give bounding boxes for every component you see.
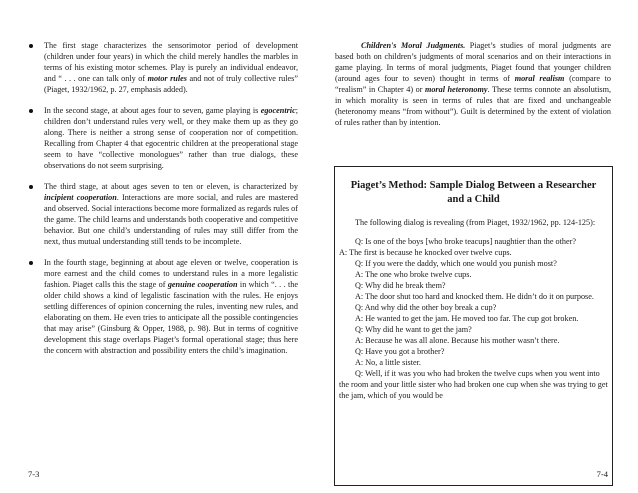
bullet-dot-icon <box>29 261 33 265</box>
dialog-line: Q: If you were the daddy, which one would you punish most? <box>355 259 557 268</box>
page-number-right: 7-4 <box>596 469 608 479</box>
text-run: in which “. . . the older child shows a kind of legalistic fascination with the rules. He enjoys settling differences of opinion concerning the rules, inventing new rules, and elaborating on them. He even tries to anticipate all the possible contingencies that may arise” (Ginsburg & Opper, 1988, p. 98). But in terms of cognitive development this stage overlaps Piaget’s formal operational stage; thus here the concern with abstraction and possibility enters the child’s imagination. <box>44 280 299 355</box>
dialog-line: A: The first is because he knocked over twelve cups. <box>339 248 512 257</box>
dialog-line: A: Because he was all alone. Because his mother wasn’t there. <box>355 336 560 345</box>
sample-dialog-box <box>334 166 613 486</box>
dialog-line: Q: Is one of the boys [who broke teacups] naughtier than the other? <box>355 237 576 246</box>
emphasized-term: Children's Moral Judgments. <box>361 41 466 50</box>
text-run: In the second stage, at about ages four to seven, game playing is <box>44 106 261 115</box>
bullet-dot-icon <box>29 109 33 113</box>
stage-bullet-item <box>26 105 298 171</box>
text-run: ; children don’t understand rules very well, or they make them up as they go along. There is neither a strong sense of cooperation nor of competition. Recalling from Chapter 4 that egocentric children at the preoperational stage seem to have “collective monologues” rather than true dialogs, these observations do not seem surprising. <box>44 106 298 170</box>
dialog-line: Q: Well, if it was you who had broken the twelve cups when you went into the room and your little sister who had broken one cup when she was trying to get the jam, which of you would be <box>339 369 608 400</box>
dialog-line: A: The door shut too hard and knocked them. He didn’t do it on purpose. <box>355 292 594 301</box>
dialog-line: Q: Have you got a brother? <box>355 347 445 356</box>
dialog-line: Q: Why did he break them? <box>355 281 446 290</box>
emphasized-term: moral heteronomy <box>424 85 488 94</box>
text-run: . These terms connote an absolutism, in which morality is seen in terms of rules that are fixed and unchangeable (heteronomy means “from without”). Guilt is determined by the extent of violation of rules rather than by intention. <box>335 85 611 127</box>
dialog-line: A: No, a little sister. <box>355 358 421 367</box>
dialog-line: Q: And why did the other boy break a cup? <box>355 303 497 312</box>
bullet-dot-icon <box>29 44 33 48</box>
text-run: The third stage, at about ages seven to ten or eleven, is characterized by <box>44 182 298 191</box>
dialog-intro: The following dialog is revealing (from Piaget, 1932/1962, pp. 124-125): <box>355 218 596 227</box>
text-run: In the fourth stage, beginning at about age eleven or twelve, cooperation is more earnest and the child comes to understand rules in a more legalistic fashion. Piaget calls this the stage of <box>44 258 298 289</box>
bullet-dot-icon <box>29 185 33 189</box>
text-run: Piaget’s studies of moral judgments are based both on children’s judgments of moral scenarios and on their interactions in game playing. In terms of moral judgments, Piaget found that younger children (around ages four to seven) thought in terms of <box>335 41 611 83</box>
dialog-line: A: He wanted to get the jam. He moved too far. The cup got broken. <box>355 314 579 323</box>
text-run: and not of truly collective rules” (Piaget, 1932/1962, p. 27, emphasis added). <box>44 74 298 94</box>
text-run: . Interactions are more social, and rules are mastered and observed. Social interactions become more formalized as regards rules of the game. The child learns and understands both cooperative and competitive behavior. But one child’s understanding of rules may still differ from the next, thus mutual understanding still tends to be incomplete. <box>44 193 298 246</box>
dialog-line: A: The one who broke twelve cups. <box>355 270 472 279</box>
emphasized-term: egocentric <box>260 106 296 115</box>
emphasized-term: incipient cooperation <box>44 193 117 202</box>
text-run: (compare to “realism” in Chapter 4) or <box>335 74 611 94</box>
stage-bullet-list <box>26 40 298 366</box>
emphasized-term: genuine cooperation <box>167 280 238 289</box>
dialog-box-title: Piaget’s Method: Sample Dialog Between a Researcher and a Child <box>350 180 597 205</box>
emphasized-term: motor rules <box>147 74 187 83</box>
left-page <box>0 0 316 493</box>
stage-bullet-item <box>26 181 298 247</box>
stage-bullet-item <box>26 257 298 356</box>
emphasized-term: moral realism <box>514 74 565 83</box>
text-run: The first stage characterizes the sensorimotor period of development (children under four years) in which the child merely handles the marbles in terms of his existing motor schemes. Play is purely an individual endeavor, and “ . . . one can talk only of <box>44 41 298 83</box>
dialog-line: Q: Why did he want to get the jam? <box>355 325 472 334</box>
moral-judgments-paragraph <box>335 40 611 128</box>
stage-bullet-item <box>26 40 298 95</box>
page-number-left: 7-3 <box>28 469 40 479</box>
dialog-box-body <box>335 217 612 401</box>
right-page <box>322 0 638 493</box>
